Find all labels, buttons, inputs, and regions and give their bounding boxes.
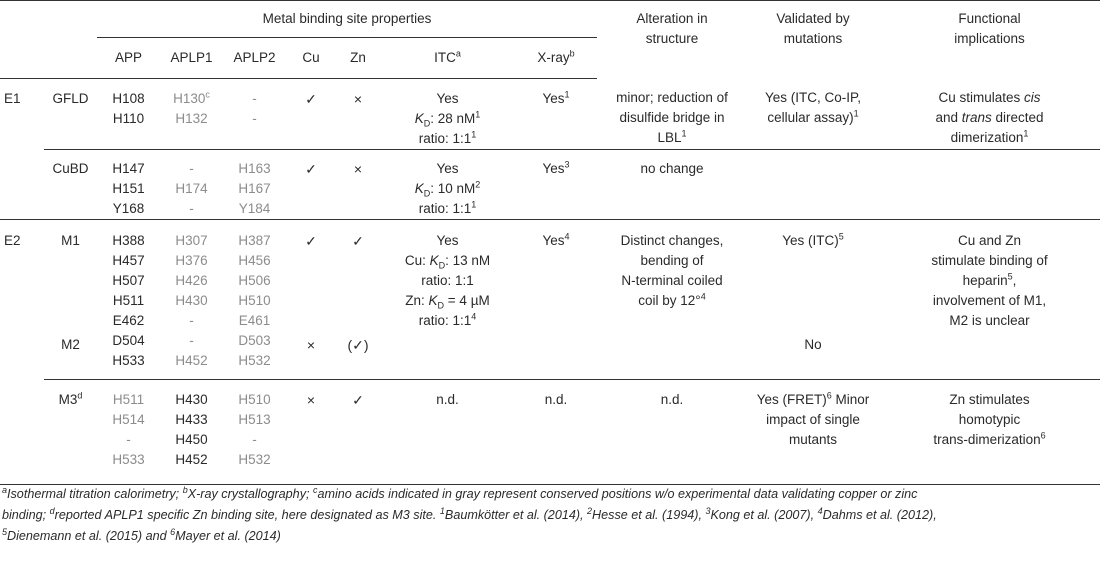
alteration-cell: Distinct changes, bending of N-terminal coiled coil by 12°$^4$ xyxy=(597,219,747,379)
itc-yes: Yes xyxy=(436,90,459,106)
zn-partial-check-icon: (✓) xyxy=(347,336,369,353)
zn-cross-icon: × xyxy=(353,90,363,107)
itc-cell xyxy=(380,78,515,149)
residue: H110 xyxy=(112,110,145,126)
validated-cell: Yes (FRET)$^6$ Minor impact of single mutants xyxy=(747,379,879,484)
col-validated xyxy=(747,9,879,78)
alteration-cell: minor; reduction of disulfide bridge in LBL$^1$ xyxy=(616,90,728,145)
validated-cell: Yes (ITC)$^5$ xyxy=(747,219,879,311)
aplp2-cell: H510 H513 - H532 xyxy=(223,379,286,484)
col-xray xyxy=(515,38,597,79)
aplp1-cell: - H174 - xyxy=(160,149,223,219)
col-validated-line2: mutations xyxy=(783,31,843,46)
header-row-1 xyxy=(0,1,1100,10)
residue: - xyxy=(252,110,257,126)
row-e1-gfld xyxy=(0,78,1100,149)
residue: H108 xyxy=(112,90,145,106)
col-cu: Cu xyxy=(286,38,336,79)
validated-cell: Yes (ITC, Co-IP, cellular assay)$^1$ xyxy=(764,90,862,125)
aplp2-cell: E461 D503 H532 xyxy=(238,312,271,368)
col-xray-sup: b xyxy=(569,48,575,59)
col-xray-label: X-ray xyxy=(537,50,570,65)
alteration-cell: n.d. xyxy=(597,379,747,484)
row-e2-m1 xyxy=(0,219,1100,311)
aplp1-cell: - - H452 xyxy=(175,312,208,368)
col-alteration xyxy=(597,9,747,78)
cu-cross-icon: × xyxy=(306,336,316,353)
col-functional-line2: implications xyxy=(954,31,1025,46)
aplp1-cell xyxy=(160,78,223,149)
aplp2-cell: H163 H167 Y184 xyxy=(223,149,286,219)
col-functional-line1: Functional xyxy=(958,11,1021,26)
site-gfld: GFLD xyxy=(52,90,89,106)
functional-cell: Cu stimulates cis and trans directed dimerization$^1$ xyxy=(935,90,1044,145)
xray-cell: Yes$^4$ xyxy=(515,219,597,379)
aplp1-cell: H430 H433 H450 H452 xyxy=(160,379,223,484)
domain-e1: E1 xyxy=(4,90,21,106)
col-aplp2: APLP2 xyxy=(223,38,286,79)
app-cell: H511 H514 - H533 xyxy=(97,379,160,484)
zn-check-icon: ✓ xyxy=(336,219,380,311)
col-validated-line1: Validated by xyxy=(776,11,850,26)
col-zn: Zn xyxy=(336,38,380,79)
app-cell xyxy=(97,78,160,149)
footnote-line-2: binding; $^d$reported APLP1 specific Zn binding site, here designated as M3 site. $^1$Baumkötter et al. (2014), $^2$Hesse et al. (1994), $^3$Kong et al. (2007), $^4$Dahms et al. (2012), xyxy=(2,505,937,522)
functional-cell: Zn stimulates homotypic trans-dimerization$^6$ xyxy=(879,379,1100,484)
col-app: APP xyxy=(97,38,160,79)
col-itc-label: ITC xyxy=(434,50,456,65)
alteration-cell: no change xyxy=(597,149,747,219)
col-itc-sup: a xyxy=(455,48,461,59)
col-alteration-line1: Alteration in xyxy=(636,11,708,26)
col-alteration-line2: structure xyxy=(645,31,699,46)
app-cell: H388 H457 H507 H511 xyxy=(97,219,160,311)
itc-cell: Yes Cu: $K_D$: 13 nM ratio: 1:1 Zn: $K_D = 4$ µM ratio: $1:1^4$ xyxy=(380,219,515,379)
validated-cell: No xyxy=(804,336,822,352)
zn-check-icon: ✓ xyxy=(336,379,380,484)
domain-e2: E2 xyxy=(0,219,44,311)
itc-ratio: ratio: $1:1^1$ xyxy=(418,129,477,146)
col-itc xyxy=(380,38,515,79)
cu-check-icon: ✓ xyxy=(286,149,336,219)
site-m2: M2 xyxy=(61,336,80,352)
site-cubd: CuBD xyxy=(44,149,97,219)
header-row-group xyxy=(0,9,1100,38)
group-title: Metal binding site properties xyxy=(97,9,597,38)
cu-check-icon: ✓ xyxy=(286,219,336,311)
site-m1: M1 xyxy=(44,219,97,311)
table-footnotes xyxy=(2,484,1098,547)
cu-cross-icon: × xyxy=(286,379,336,484)
functional-cell: Cu and Zn stimulate binding of heparin$^5$, involvement of M1, M2 is unclear xyxy=(879,219,1100,379)
site-m3: M3$^d$ xyxy=(44,379,97,484)
zn-cross-icon: × xyxy=(336,149,380,219)
itc-cell: Yes $K_D$: 10 $nM^2$ ratio: $1:1^1$ xyxy=(380,149,515,219)
footnote-line-3: $^5$Dienemann et al. (2015) and $^6$Mayer et al. (2014) xyxy=(2,526,281,543)
col-functional xyxy=(879,9,1100,78)
xray-cell: Yes$^1$ xyxy=(542,89,570,106)
aplp2-cell: H387 H456 H506 H510 xyxy=(223,219,286,311)
row-e2-m3 xyxy=(0,379,1100,484)
aplp2-cell xyxy=(223,78,286,149)
xray-cell: Yes$^3$ xyxy=(515,149,597,219)
footnote-line-1: $^a$Isothermal titration calorimetry; $^b$X-ray crystallography; $^c$amino acids indicated in gray represent conserved positions w/o experimental data validating copper or zinc xyxy=(2,484,918,501)
xray-cell: n.d. xyxy=(515,379,597,484)
cu-check-icon: ✓ xyxy=(305,90,317,107)
residue: H132 xyxy=(175,110,208,126)
itc-cell: n.d. xyxy=(380,379,515,484)
row-e1-cubd xyxy=(0,149,1100,219)
app-cell: H147 H151 Y168 xyxy=(97,149,160,219)
residue: - xyxy=(252,90,257,106)
residue: H130$^c$ xyxy=(173,89,210,106)
itc-kd: $K_D$: 28 $nM^1$ xyxy=(414,109,481,129)
aplp1-cell: H307 H376 H426 H430 xyxy=(160,219,223,311)
app-cell: E462 D504 H533 xyxy=(112,312,145,368)
col-aplp1: APLP1 xyxy=(160,38,223,79)
